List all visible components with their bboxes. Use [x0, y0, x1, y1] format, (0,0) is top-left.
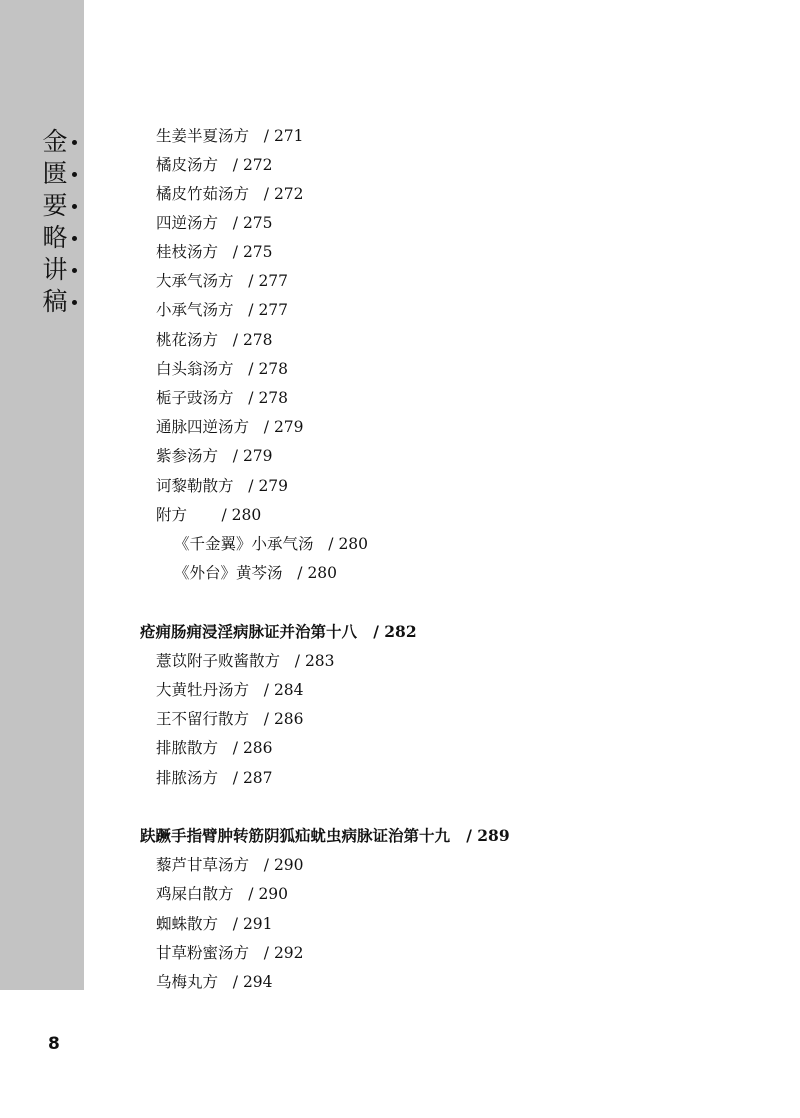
toc-entry[interactable] [156, 680, 304, 700]
toc-entry[interactable] [156, 855, 304, 875]
toc-entry[interactable] [156, 476, 288, 496]
toc-entry-title: 四逆汤方 [156, 214, 219, 232]
toc-entry-title: 大黄牡丹汤方 [156, 681, 250, 699]
toc-entry-page: / 277 [248, 272, 289, 290]
toc-entry[interactable] [174, 534, 368, 554]
toc-entry[interactable] [156, 388, 288, 408]
toc-entry[interactable] [174, 563, 337, 583]
side-title-char: 要 [42, 191, 68, 220]
toc-entry-title: 蜘蛛散方 [156, 915, 219, 933]
toc-entry-title: 橘皮汤方 [156, 156, 219, 174]
toc-entry-page: / 277 [248, 301, 289, 319]
toc-entry-page: / 278 [232, 331, 273, 349]
toc-entry-title: 甘草粉蜜汤方 [156, 944, 250, 962]
toc-entry[interactable] [156, 242, 273, 262]
toc-entry-title: 生姜半夏汤方 [156, 127, 250, 145]
toc-entry[interactable] [156, 155, 273, 175]
toc-entry-page: / 278 [248, 360, 289, 378]
toc-entry-title: 小承气汤方 [156, 301, 234, 319]
toc-entry-title: 排脓汤方 [156, 769, 219, 787]
toc-entry-title: 《千金翼》小承气汤 [174, 535, 314, 553]
toc-entry[interactable] [156, 738, 273, 758]
toc-entry[interactable] [156, 417, 304, 437]
side-title-char: 讲 [42, 255, 68, 284]
toc-entry-page: / 279 [248, 477, 289, 495]
toc-entry-title: 通脉四逆汤方 [156, 418, 250, 436]
toc-entry[interactable] [156, 271, 288, 291]
toc-entry-title: 桃花汤方 [156, 331, 219, 349]
toc-entry-page: / 283 [294, 652, 335, 670]
toc-entry-title: 紫参汤方 [156, 447, 219, 465]
toc-entry-title: 乌梅丸方 [156, 973, 219, 991]
toc-entry-title: 白头翁汤方 [156, 360, 234, 378]
side-title-char: 金 [42, 127, 68, 156]
toc-entry-page: / 271 [263, 127, 304, 145]
toc-chapter-title: 疮痈肠痈浸淫病脉证并治第十八 [140, 622, 358, 641]
toc-entry-page: / 290 [248, 885, 289, 903]
toc-entry-page: / 279 [263, 418, 304, 436]
toc-entry[interactable] [156, 884, 288, 904]
toc-entry-page: / 287 [232, 769, 273, 787]
toc-entry-title: 栀子豉汤方 [156, 389, 234, 407]
toc-entry[interactable] [156, 943, 304, 963]
toc-entry-page: / 294 [232, 973, 273, 991]
toc-entry[interactable] [156, 213, 273, 233]
toc-entry-title: 诃黎勒散方 [156, 477, 234, 495]
toc-entry-page: / 291 [232, 915, 273, 933]
toc-entry[interactable] [156, 300, 288, 320]
toc-entry[interactable] [156, 446, 273, 466]
toc-entry-page: / 275 [232, 214, 273, 232]
toc-entry[interactable] [156, 330, 273, 350]
toc-entry-page: / 278 [248, 389, 289, 407]
toc-entry-title: 大承气汤方 [156, 272, 234, 290]
side-title-char: 略 [42, 223, 68, 252]
toc-entry-page: / 286 [263, 710, 304, 728]
toc-chapter-title: 趺蹶手指臂肿转筋阴狐疝蚘虫病脉证治第十九 [140, 826, 451, 845]
toc-entry-page: / 280 [328, 535, 369, 553]
toc-chapter[interactable] [140, 622, 417, 642]
page-number: 8 [48, 1034, 60, 1054]
toc-entry-page: / 290 [263, 856, 304, 874]
toc-entry[interactable] [156, 709, 304, 729]
toc-entry[interactable] [156, 914, 273, 934]
toc-entry[interactable] [156, 505, 261, 525]
toc-entry[interactable] [156, 359, 288, 379]
toc-entry-page: / 272 [263, 185, 304, 203]
toc-entry-page: / 284 [263, 681, 304, 699]
toc-entry-page: / 275 [232, 243, 273, 261]
toc-entry-page: / 272 [232, 156, 273, 174]
toc-entry-title: 鸡屎白散方 [156, 885, 234, 903]
toc-entry-page: / 282 [373, 622, 417, 641]
side-title-char: 匮 [42, 159, 68, 188]
toc-entry-title: 橘皮竹茹汤方 [156, 185, 250, 203]
toc-entry[interactable] [156, 126, 304, 146]
toc-entry-page: / 280 [221, 506, 262, 524]
toc-entry-title: 薏苡附子败酱散方 [156, 652, 281, 670]
toc-entry-title: 排脓散方 [156, 739, 219, 757]
toc-entry-title: 《外台》黄芩汤 [174, 564, 283, 582]
toc-entry-title: 藜芦甘草汤方 [156, 856, 250, 874]
toc-entry[interactable] [156, 972, 273, 992]
toc-entry-page: / 286 [232, 739, 273, 757]
side-title-char: 稿 [42, 287, 68, 316]
toc-chapter[interactable] [140, 826, 510, 846]
toc-entry[interactable] [156, 768, 273, 788]
toc-entry-title: 桂枝汤方 [156, 243, 219, 261]
toc-entry-page: / 289 [466, 826, 510, 845]
toc-entry-title: 附方 [156, 506, 188, 524]
toc-entry-page: / 292 [263, 944, 304, 962]
toc-entry-title: 王不留行散方 [156, 710, 250, 728]
toc-entry-page: / 280 [297, 564, 338, 582]
toc-entry-page: / 279 [232, 447, 273, 465]
toc-entry[interactable] [156, 184, 304, 204]
toc-entry[interactable] [156, 651, 335, 671]
